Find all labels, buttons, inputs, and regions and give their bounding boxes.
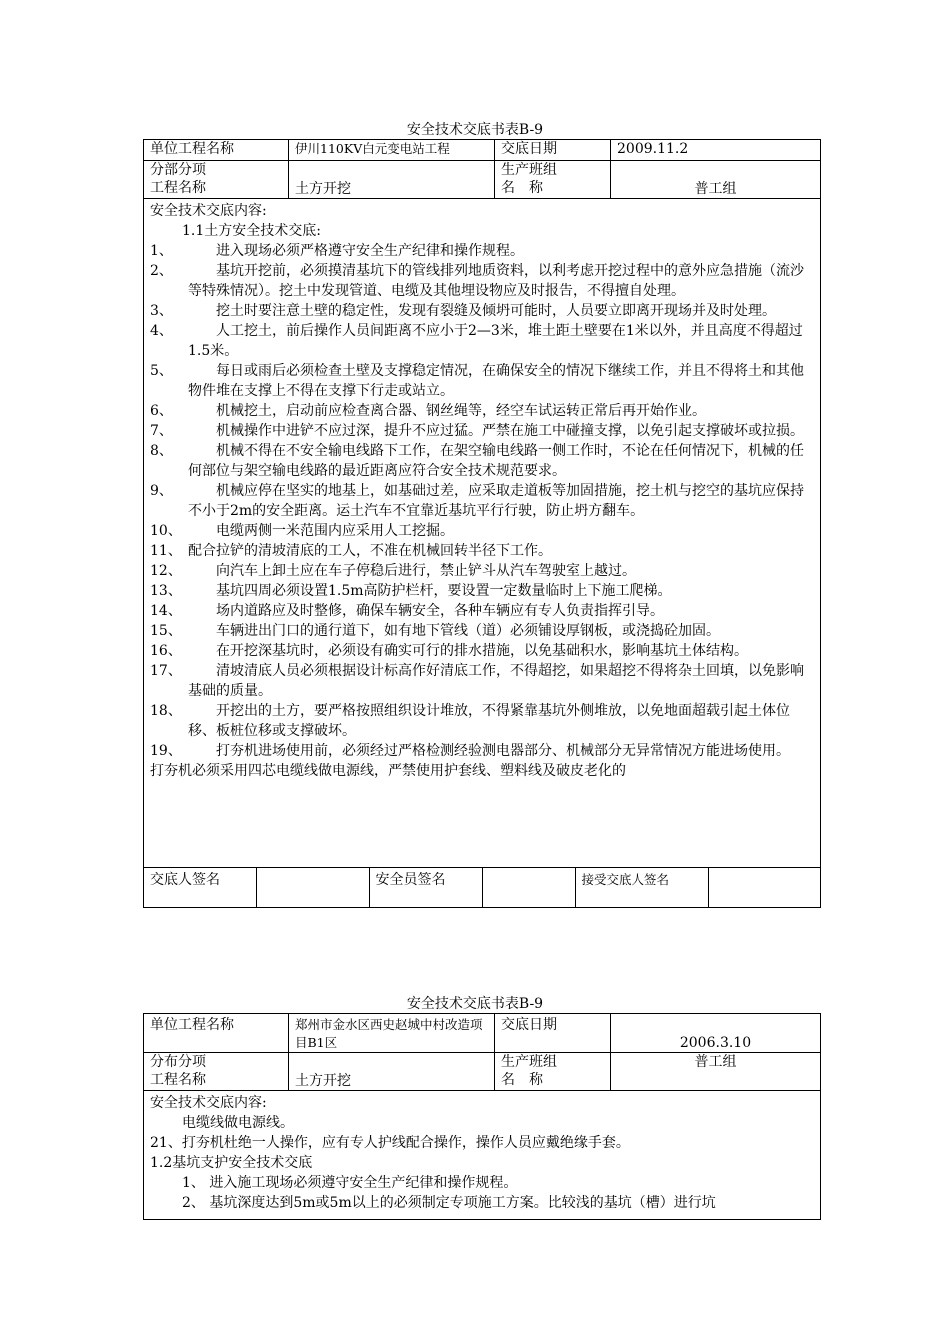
- list-item: [150, 241, 814, 261]
- list-item-number: 11、: [150, 543, 182, 559]
- list-item-number: 1、: [150, 243, 173, 259]
- list-item: [150, 441, 814, 481]
- form2-title: 安全技术交底书表B-9: [406, 996, 544, 1012]
- section-title: 1.1土方安全技术交底:: [182, 223, 321, 239]
- list-item-text: 每日或雨后必须检查土壁及支撑稳定情况，在确保安全的情况下继续工作，并且不得将土和其他物件堆在支撑上不得在支撑下行走或站立。: [188, 363, 804, 399]
- list-item-number: 6、: [150, 403, 173, 419]
- list-item-number: 10、: [150, 523, 182, 539]
- sub-project-label-2-line1: 分布分项: [150, 1054, 206, 1070]
- safety-officer-sign-field[interactable]: [482, 868, 575, 907]
- sub-project-value-2: 土方开挖: [289, 1053, 495, 1091]
- list-item-text: 清坡清底人员必须根据设计标高作好清底工作，不得超挖，如果超挖不得将杂土回填，以免影响基础的质量。: [188, 663, 804, 699]
- list-item-number: 5、: [150, 363, 173, 379]
- discloser-sign-label: 交底人签名: [144, 868, 256, 907]
- list-item-text: 基坑开挖前，必须摸清基坑下的管线排列地质资料，以利考虑开挖过程中的意外应急措施（流沙等特殊情况）。挖土中发现管道、电缆及其他埋设物应及时报告，不得擅自处理。: [188, 263, 804, 299]
- list-item-text: 机械挖土，启动前应检查离合器、钢丝绳等，经空车试运转正常后再开始作业。: [216, 403, 706, 419]
- team-label-line1: 生产班组: [501, 162, 557, 178]
- list-item-text: 向汽车上卸土应在车子停稳后进行，禁止铲斗从汽车驾驶室上越过。: [216, 563, 636, 579]
- signature-row: [144, 868, 821, 908]
- list-item-number: 7、: [150, 423, 173, 439]
- list-item-number: 3、: [150, 303, 173, 319]
- list-item-number: 4、: [150, 323, 173, 339]
- list-item-number: 17、: [150, 663, 182, 679]
- list-item: [150, 261, 814, 301]
- form1-title: 安全技术交底书表B-9: [406, 122, 544, 138]
- list-item-text: 机械不得在不安全输电线路下工作，在架空输电线路一侧工作时，不论在任何情况下，机械的任何部位与架空输电线路的最近距离应符合安全技术规范要求。: [188, 443, 804, 479]
- team-label: [495, 161, 611, 199]
- list-item: [150, 481, 814, 521]
- content-line-1: 电缆线做电源线。: [182, 1115, 294, 1131]
- sub-project-value: 土方开挖: [289, 161, 495, 199]
- date-label-2: 交底日期: [495, 1014, 611, 1053]
- list-item-number: 8、: [150, 443, 173, 459]
- list-item-text: 人工挖土，前后操作人员间距离不应小于2—3米，堆土距土壁要在1米以外，并且高度不得超过1.5米。: [188, 323, 803, 359]
- list-item: [150, 361, 814, 401]
- content-cell: [144, 199, 821, 868]
- team-value-2: 普工组: [611, 1053, 821, 1091]
- list-item: [150, 421, 814, 441]
- list-item-text: 机械应停在坚实的地基上，如基础过差，应采取走道板等加固措施，挖土机与挖空的基坑应保持不小于2m的安全距离。运土汽车不宜靠近基坑平行行驶，防止坍方翻车。: [188, 483, 804, 519]
- list-item: [150, 741, 814, 761]
- list-item-number: 14、: [150, 603, 182, 619]
- content-label: 安全技术交底内容:: [150, 203, 267, 219]
- list-item: [150, 701, 814, 741]
- list-item: [150, 321, 814, 361]
- sub-project-label-line1: 分部分项: [150, 162, 206, 178]
- trailing-line: 打夯机必须采用四芯电缆线做电源线，严禁使用护套线、塑料线及破皮老化的: [150, 763, 626, 779]
- list-item-text: 基坑四周必须设置1.5m高防护栏杆，要设置一定数量临时上下施工爬梯。: [216, 583, 672, 599]
- section-title-2: 1.2基坑支护安全技术交底: [150, 1155, 313, 1171]
- item-list: [150, 241, 814, 761]
- content-label-2: 安全技术交底内容:: [150, 1095, 267, 1111]
- form2-table: [143, 1013, 821, 1220]
- list-item-number: 19、: [150, 743, 182, 759]
- list-item-text: 机械操作中进铲不应过深，提升不应过猛。严禁在施工中碰撞支撑，以免引起支撑破坏或拉损。: [216, 423, 804, 439]
- safety-officer-sign-label: 安全员签名: [369, 868, 482, 907]
- list-item: [150, 401, 814, 421]
- form1-table: [143, 139, 821, 908]
- list-item: [150, 301, 814, 321]
- list-item: [150, 621, 814, 641]
- list-item-number: 16、: [150, 643, 182, 659]
- team-label-2: [495, 1053, 611, 1091]
- content-cell-2: [144, 1091, 821, 1220]
- list-item-text: 车辆进出门口的通行道下，如有地下管线（道）必须铺设厚钢板，或浇捣砼加固。: [216, 623, 720, 639]
- date-value-2: 2006.3.10: [611, 1014, 821, 1053]
- list-item-number: 13、: [150, 583, 182, 599]
- sub-project-label-2-line2: 工程名称: [150, 1072, 206, 1088]
- date-label: 交底日期: [495, 140, 611, 161]
- content-line-2: 21、打夯机杜绝一人操作，应有专人护线配合操作，操作人员应戴绝缘手套。: [150, 1135, 630, 1151]
- content-item-1: 1、 进入施工现场必须遵守安全生产纪律和操作规程。: [182, 1175, 518, 1191]
- unit-project-value-2: 郑州市金水区西史赵城中村改造项目B1区: [289, 1014, 495, 1053]
- date-value: 2009.11.2: [611, 140, 821, 161]
- list-item-number: 18、: [150, 703, 182, 719]
- list-item: [150, 541, 814, 561]
- list-item-number: 2、: [150, 263, 173, 279]
- team-value: 普工组: [611, 161, 821, 199]
- sub-project-label: [144, 161, 289, 199]
- content-item-2: 2、 基坑深度达到5m或5m以上的必须制定专项施工方案。比较浅的基坑（槽）进行坑: [182, 1195, 716, 1211]
- list-item-number: 15、: [150, 623, 182, 639]
- receiver-sign-field[interactable]: [708, 868, 820, 907]
- list-item-text: 场内道路应及时整修，确保车辆安全，各种车辆应有专人负责指挥引导。: [216, 603, 664, 619]
- team-label-2-line2: 名 称: [501, 1072, 543, 1088]
- list-item-text: 配合拉铲的清坡清底的工人，不准在机械回转半径下工作。: [188, 543, 552, 559]
- list-item: [150, 641, 814, 661]
- sub-project-label-line2: 工程名称: [150, 180, 206, 196]
- list-item-text: 打夯机进场使用前，必须经过严格检测经验测电器部分、机械部分无异常情况方能进场使用。: [216, 743, 790, 759]
- list-item: [150, 601, 814, 621]
- list-item-number: 12、: [150, 563, 182, 579]
- discloser-sign-field[interactable]: [256, 868, 369, 907]
- list-item: [150, 561, 814, 581]
- list-item: [150, 521, 814, 541]
- list-item-text: 电缆两侧一米范围内应采用人工挖掘。: [216, 523, 454, 539]
- sub-project-label-2: [144, 1053, 289, 1091]
- unit-project-label: 单位工程名称: [144, 140, 289, 161]
- unit-project-label-2: 单位工程名称: [144, 1014, 289, 1053]
- list-item-text: 开挖出的土方，要严格按照组织设计堆放，不得紧靠基坑外侧堆放，以免地面超载引起土体位移、板桩位移或支撑破坏。: [188, 703, 790, 739]
- list-item-text: 进入现场必须严格遵守安全生产纪律和操作规程。: [216, 243, 524, 259]
- list-item: [150, 661, 814, 701]
- unit-project-value: 伊川110KV白元变电站工程: [289, 140, 495, 161]
- list-item: [150, 581, 814, 601]
- list-item-text: 在开挖深基坑时，必须设有确实可行的排水措施，以免基础积水，影响基坑土体结构。: [216, 643, 748, 659]
- receiver-sign-label: 接受交底人签名: [575, 868, 708, 907]
- team-label-line2: 名 称: [501, 180, 543, 196]
- list-item-number: 9、: [150, 483, 173, 499]
- team-label-2-line1: 生产班组: [501, 1054, 557, 1070]
- list-item-text: 挖土时要注意土壁的稳定性，发现有裂缝及倾坍可能时，人员要立即离开现场并及时处理。: [216, 303, 776, 319]
